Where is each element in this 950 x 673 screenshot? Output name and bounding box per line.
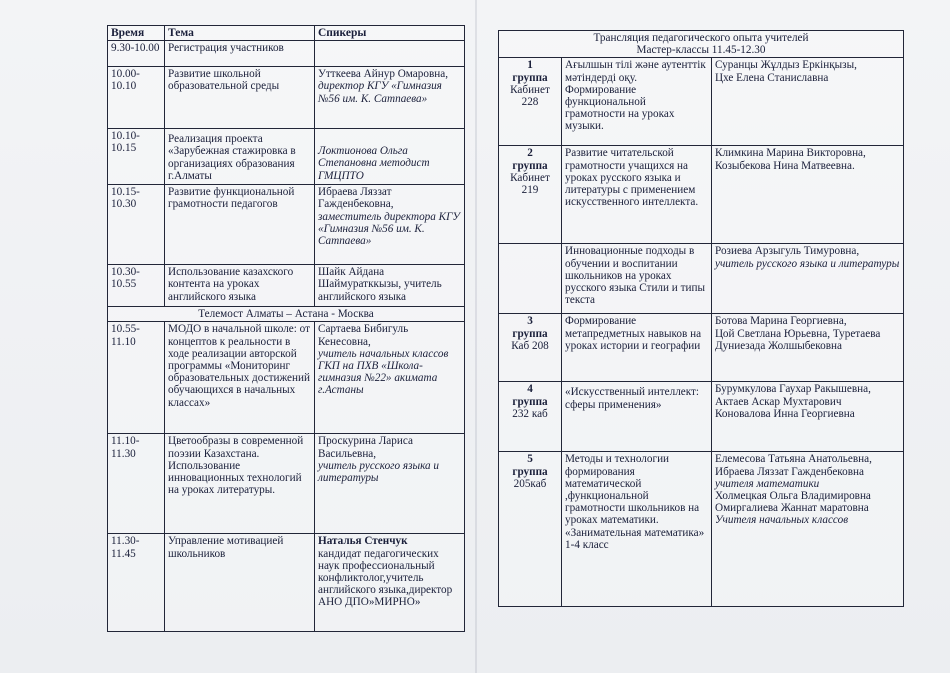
- speaker-name-2: Холмецкая Ольга Владимировна Омиргалиева Жаннат маратовна: [715, 490, 871, 515]
- group-cell: [499, 146, 562, 244]
- group-cell: [499, 244, 562, 314]
- group-speakers: [712, 382, 904, 452]
- band-title: Телемост Алматы – Астана - Москва: [108, 307, 465, 322]
- header-speakers: Спикеры: [315, 26, 465, 41]
- table-row: [499, 146, 904, 244]
- speaker-role: Локтионова Ольга Степановна методист ГМЦПТО: [318, 145, 430, 182]
- speaker-name: Утткеева Айнур Омаровна,: [318, 68, 448, 81]
- group-room: Кабинет 219: [510, 171, 550, 197]
- speaker-name: Розиева Арзыгуль Тимуровна,: [715, 245, 860, 258]
- speaker-name: Елемесова Татьяна Анатольевна, Ибраева Ляззат Гажденбековна: [715, 453, 872, 478]
- row-speaker: [315, 41, 465, 67]
- table-row: [499, 314, 904, 382]
- row-speaker: [315, 322, 465, 434]
- row-speaker: [315, 185, 465, 265]
- group-room: 205каб: [513, 477, 547, 490]
- speaker-name-2: Цхе Елена Станиславна: [715, 71, 829, 84]
- group-room: 232 каб: [512, 407, 548, 420]
- speaker-name: Климкина Марина Викторовна,: [715, 147, 866, 160]
- speaker-role: кандидат педагогических наук профессиональный конфликтолог,учитель английского языка,директор АНО ДПО»МИРНО»: [318, 547, 453, 609]
- group-room: Каб 208: [511, 339, 549, 352]
- telebridge-band: [108, 307, 465, 322]
- table-row: [108, 434, 465, 534]
- speaker-name: Бурумкулова Гаухар Ракышевна, Актаев Аскар Мухтарович: [715, 383, 871, 408]
- left-header-row: [108, 26, 465, 41]
- row-time: 11.10-11.30: [108, 434, 165, 534]
- row-time: 9.30-10.00: [108, 41, 165, 67]
- group-cell: [499, 58, 562, 146]
- row-topic: Управление мотивацией школьников: [165, 534, 315, 632]
- header-time: Время: [108, 26, 165, 41]
- row-speaker: [315, 434, 465, 534]
- table-row: [108, 322, 465, 434]
- group-label: группа: [512, 327, 548, 340]
- row-time: 10.30-10.55: [108, 265, 165, 307]
- speaker-role: учителя математики: [715, 477, 820, 490]
- right-title-row: [499, 31, 904, 58]
- group-label: группа: [512, 71, 548, 84]
- speaker-role: учитель русского языка и литературы: [318, 459, 440, 485]
- row-speaker: [315, 67, 465, 129]
- table-row: [499, 58, 904, 146]
- table-row: [108, 67, 465, 129]
- group-num: 2: [527, 147, 533, 160]
- row-topic: Развитие функциональной грамотности педагогов: [165, 185, 315, 265]
- table-row: [499, 244, 904, 314]
- group-label: группа: [512, 465, 548, 478]
- group-label: группа: [512, 159, 548, 172]
- speaker-name-2: Цой Светлана Юрьевна, Туретаева Дуниезада Жолшыбековна: [715, 327, 881, 352]
- row-topic: Регистрация участников: [165, 41, 315, 67]
- speaker-role: директор КГУ «Гимназия №56 им. К. Сатпаева»: [318, 80, 442, 105]
- row-topic: МОДО в начальной школе: от концептов к реальности в ходе реализации авторской программы «Мониторинг образовательных достижений обучающихся в начальных классах»: [165, 322, 315, 434]
- group-num: 1: [527, 59, 533, 72]
- table-row: [108, 41, 465, 67]
- speaker-role-2: Учителя начальных классов: [715, 514, 849, 527]
- page-fold: [475, 0, 477, 673]
- row-time: 10.55-11.10: [108, 322, 165, 434]
- row-topic: Реализация проекта «Зарубежная стажировка в организациях образования г.Алматы: [165, 129, 315, 185]
- speaker-name-2: Козыбекова Нина Матвеевна.: [715, 159, 855, 172]
- speaker-role: учитель начальных классов ГКП на ПХВ «Школа-гимназия №22» акимата г.Астаны: [318, 347, 449, 397]
- table-row: [108, 265, 465, 307]
- row-speaker: [315, 129, 465, 185]
- speaker-name: Суранцы Жұлдыз Еркінқызы,: [715, 59, 857, 72]
- group-speakers: [712, 244, 904, 314]
- speaker-role: заместитель директора КГУ «Гимназия №56 им. К. Сатпаева»: [318, 210, 460, 248]
- group-cell: [499, 314, 562, 382]
- group-cell: [499, 382, 562, 452]
- group-topic: Развитие читательской грамотности учащихся на уроках русского языка и литературы с применением искусственного интеллекта.: [562, 146, 712, 244]
- group-speakers: [712, 452, 904, 607]
- group-label: группа: [512, 395, 548, 408]
- speaker-name: Ботова Марина Георгиевна,: [715, 315, 847, 328]
- group-num: 3: [527, 315, 533, 328]
- group-speakers: [712, 146, 904, 244]
- title-line-1: Трансляция педагогического опыта учителей: [593, 32, 809, 44]
- speaker-name: Наталья Стенчук: [318, 535, 408, 548]
- group-topic: Методы и технологии формирования математической ,функциональной грамотности школьников на уроках математики. «Занимательная математика» 1-4 класс: [562, 452, 712, 607]
- row-topic: Использование казахского контента на уроках английского языка: [165, 265, 315, 307]
- group-num: 5: [527, 453, 533, 466]
- speaker-name: Ибраева Ляззат Гажденбековна,: [318, 186, 394, 211]
- group-speakers: [712, 58, 904, 146]
- group-topic: Инновационные подходы в обучении и воспитании школьников на уроках русского языка Стили и типы текста: [562, 244, 712, 314]
- row-time: 10.00-10.10: [108, 67, 165, 129]
- masterclass-title: [499, 31, 904, 58]
- right-masterclass-table: [498, 30, 904, 607]
- table-row: [108, 129, 465, 185]
- group-speakers: [712, 314, 904, 382]
- row-topic: Развитие школьной образовательной среды: [165, 67, 315, 129]
- table-row: [499, 382, 904, 452]
- table-row: [108, 185, 465, 265]
- row-speaker: Шайк Айдана Шаймуратккызы, учитель английского языка: [315, 265, 465, 307]
- group-num: 4: [527, 383, 533, 396]
- speaker-name: Сартаева Бибигуль Кенесовна,: [318, 323, 409, 348]
- group-topic: Формирование метапредметных навыков на уроках истории и географии: [562, 314, 712, 382]
- row-time: 10.15-10.30: [108, 185, 165, 265]
- title-line-2: Мастер-классы 11.45-12.30: [636, 44, 766, 57]
- group-room: Кабинет 228: [510, 83, 550, 109]
- group-topic: «Искусственный интеллект: сферы применения»: [562, 382, 712, 452]
- header-topic: Тема: [165, 26, 315, 41]
- row-speaker: [315, 534, 465, 632]
- speaker-name-2: Коновалова Инна Георгиевна: [715, 407, 855, 420]
- table-row: [108, 534, 465, 632]
- group-topic: Ағылшын тілі және аутенттік мәтіндерді оқу. Формирование функциональной грамотности на уроках музыки.: [562, 58, 712, 146]
- speaker-role: учитель русского языка и литературы: [715, 257, 900, 270]
- row-time: 10.10-10.15: [108, 129, 165, 185]
- speaker-name: Проскурина Лариса Васильевна,: [318, 435, 413, 460]
- group-cell: [499, 452, 562, 607]
- table-row: [499, 452, 904, 607]
- left-schedule-table: [107, 25, 465, 632]
- row-time: 11.30-11.45: [108, 534, 165, 632]
- row-topic: Цветообразы в современной поэзии Казахстана. Использование инновационных технологий на уроках литературы.: [165, 434, 315, 534]
